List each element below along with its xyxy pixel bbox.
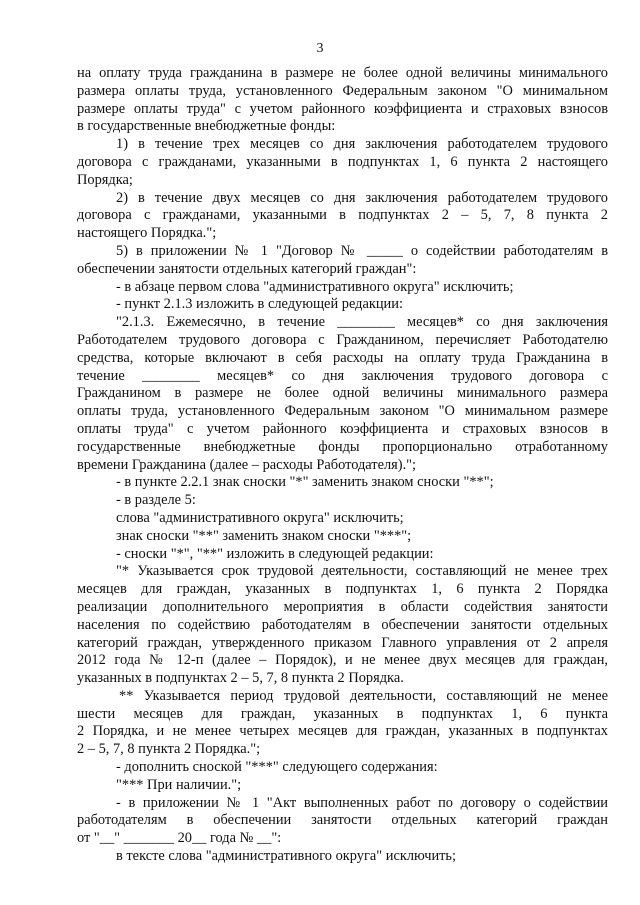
text-line: месяцев для граждан, указанных в подпунктах 1, 6 пункта 2 Порядка — [77, 581, 608, 598]
text-line: 1) в течение трех месяцев со дня заключения работодателем трудового — [116, 136, 608, 153]
text-line: - в приложении № 1 "Акт выполненных работ по договору о содействии — [116, 794, 608, 811]
text-line: размера оплаты труда, установленного Федеральным законом "О минимальном — [77, 82, 608, 99]
text-line: работодателям в обеспечении занятости отдельных категорий граждан — [77, 812, 608, 829]
text-line: 2 Порядка, и не менее четырех месяцев для граждан, указанных в подпунктах — [77, 723, 608, 740]
text-line: ** Указывается период трудовой деятельности, составляющий не менее — [119, 687, 608, 704]
text-line: Порядка; — [77, 171, 133, 188]
text-line: категорий граждан, утвержденного приказом Главного управления от 2 апреля — [77, 634, 608, 651]
page-number: 3 — [316, 41, 324, 56]
text-line: времени Гражданина (далее – расходы Работодателя)."; — [77, 456, 417, 473]
text-line: реализации дополнительного мероприятия в области содействия занятости — [77, 598, 608, 615]
text-line: "* Указывается срок трудовой деятельности, составляющий не менее трех — [116, 563, 608, 580]
text-line: "2.1.3. Ежемесячно, в течение ________ месяцев* со дня заключения — [116, 314, 608, 331]
text-line: договора с гражданами, указанными в подпунктах 2 – 5, 7, 8 пункта 2 — [77, 207, 608, 224]
text-line: - в абзаце первом слова "административного округа" исключить; — [116, 278, 514, 295]
text-line: - сноски "*", "**" изложить в следующей редакции: — [116, 545, 434, 562]
text-line: указанных в подпунктах 2 – 5, 7, 8 пункта 2 Порядка. — [77, 670, 404, 687]
text-line: размере оплаты труда" с учетом районного коэффициента и страховых взносов — [77, 100, 608, 117]
text-line: договора с гражданами, указанными в подпунктах 1, 6 пункта 2 настоящего — [77, 153, 608, 170]
text-line: настоящего Порядка."; — [77, 225, 217, 242]
text-line: "*** При наличии."; — [116, 776, 242, 793]
text-line: 2) в течение двух месяцев со дня заключения работодателем трудового — [116, 189, 608, 206]
text-line: слова "административного округа" исключить; — [116, 509, 404, 526]
text-line: - пункт 2.1.3 изложить в следующей редакции: — [116, 296, 403, 313]
text-line: - в разделе 5: — [116, 492, 196, 509]
text-line: от "__" _______ 20__ года № __": — [77, 830, 282, 847]
document-body — [77, 65, 608, 866]
text-line: в государственные внебюджетные фонды: — [77, 118, 336, 135]
text-line: в тексте слова "административного округа" исключить; — [116, 848, 456, 865]
text-line: оплаты труда, установленного Федеральным законом "О минимальном размере — [77, 403, 608, 420]
text-line: Работодателем трудового договора с Гражданином, перечисляет Работодателю — [77, 331, 608, 348]
text-line: государственные внебюджетные фонды пропорционально отработанному — [77, 438, 608, 455]
text-line: шести месяцев для граждан, указанных в подпунктах 1, 6 пункта — [77, 705, 608, 722]
text-line: 2012 года № 12-п (далее – Порядок), и не менее двух месяцев для граждан, — [77, 652, 608, 669]
text-line: обеспечении занятости отдельных категорий граждан": — [77, 260, 417, 277]
text-line: знак сноски "**" заменить знаком сноски "***"; — [116, 527, 412, 544]
text-line: населения по содействию работодателям в обеспечении занятости отдельных — [77, 616, 608, 633]
text-line: Гражданином в размере не более одной величины минимального размера — [77, 385, 608, 402]
text-line: оплаты труда" с учетом районного коэффициента и страховых взносов в — [77, 420, 608, 437]
text-line: течение ________ месяцев* со дня заключения трудового договора с — [77, 367, 608, 384]
text-line: средства, которые включают в себя расходы на оплату труда Гражданина в — [77, 349, 608, 366]
text-line: - в пункте 2.2.1 знак сноски "*" заменить знаком сноски "**"; — [116, 474, 494, 491]
text-line: 2 – 5, 7, 8 пункта 2 Порядка."; — [77, 741, 261, 758]
text-line: 5) в приложении № 1 "Договор № _____ о содействии работодателям в — [116, 242, 608, 259]
text-line: - дополнить сноской "***" следующего содержания: — [116, 759, 438, 776]
text-line: на оплату труда гражданина в размере не более одной величины минимального — [77, 65, 608, 81]
